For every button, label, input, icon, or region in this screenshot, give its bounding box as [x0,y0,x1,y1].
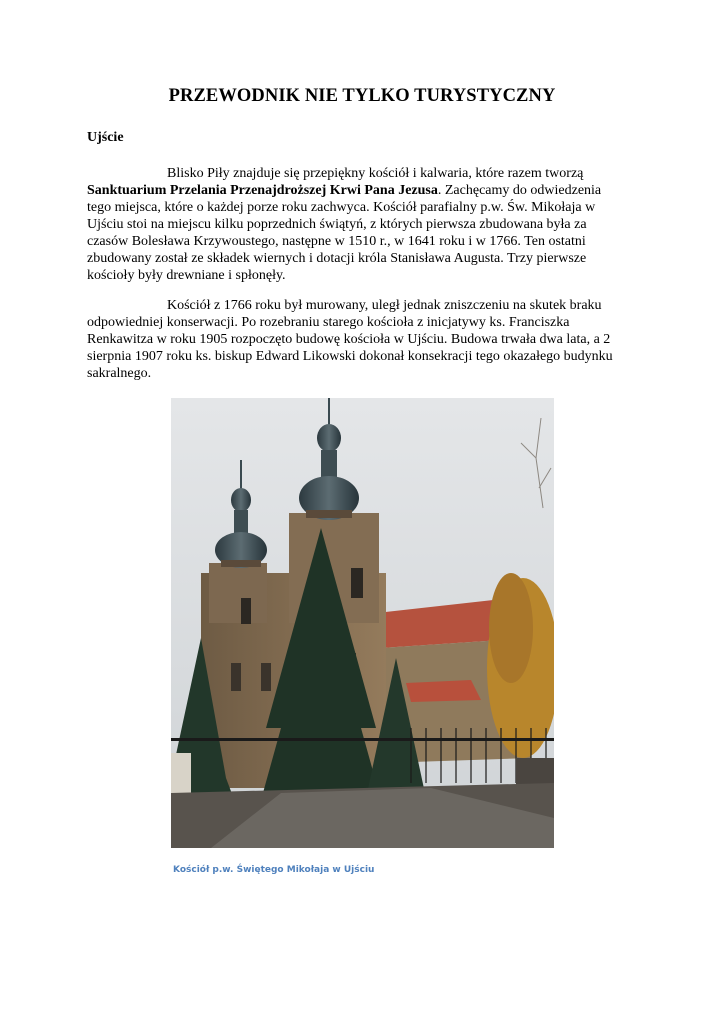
section-heading: Ujście [87,130,124,145]
figure-caption: Kościół p.w. Świętego Mikołaja w Ujściu [173,865,375,875]
sanctuary-name: Sanktuarium Przelania Przenajdroższej Krwi Pana Jezusa [87,183,438,198]
paragraph-line: zbudowany został ze składek wiernych i dotacji króla Stanisława Augusta. Trzy pierwsze [87,251,587,266]
paragraph-line: sakralnego. [87,366,152,381]
page-title: PRZEWODNIK NIE TYLKO TURYSTYCZNY [168,86,556,106]
paragraph-line: sierpnia 1907 roku ks. biskup Edward Likowski dokonał konsekracji tego okazałego budynku [87,349,613,364]
paragraph-text: . Zachęcamy do odwiedzenia [437,183,602,198]
paragraph-line: odpowiedniej konserwacji. Po rozebraniu starego kościoła z inicjatywy ks. Franciszka [87,315,570,330]
paragraph-line: tego miejsca, które o każdej porze roku zachwyca. Kościół parafialny p.w. Św. Mikołaja w [87,200,596,215]
paragraph-1 [87,165,643,284]
church-photo [171,398,554,848]
paragraph-2 [87,297,643,382]
paragraph-line [87,182,643,199]
paragraph-line: Blisko Piły znajduje się przepiękny kościół i kalwaria, które razem tworzą [167,166,584,181]
paragraph-line: Renkawitza w roku 1905 rozpoczęto budowę kościoła w Ujściu. Budowa trwała dwa lata, a 2 [87,332,611,347]
paragraph-line: Ujściu stoi na miejscu kilku poprzednich świątyń, z których pierwsza zbudowana była za [87,217,587,232]
paragraph-line: Kościół z 1766 roku był murowany, uległ jednak zniszczeniu na skutek braku [167,298,602,313]
paragraph-line: czasów Bolesława Krzywoustego, następne w 1510 r., w 1641 roku i w 1766. Ten ostatni [87,234,586,249]
paragraph-line: kościoły były drewniane i spłonęły. [87,268,286,283]
